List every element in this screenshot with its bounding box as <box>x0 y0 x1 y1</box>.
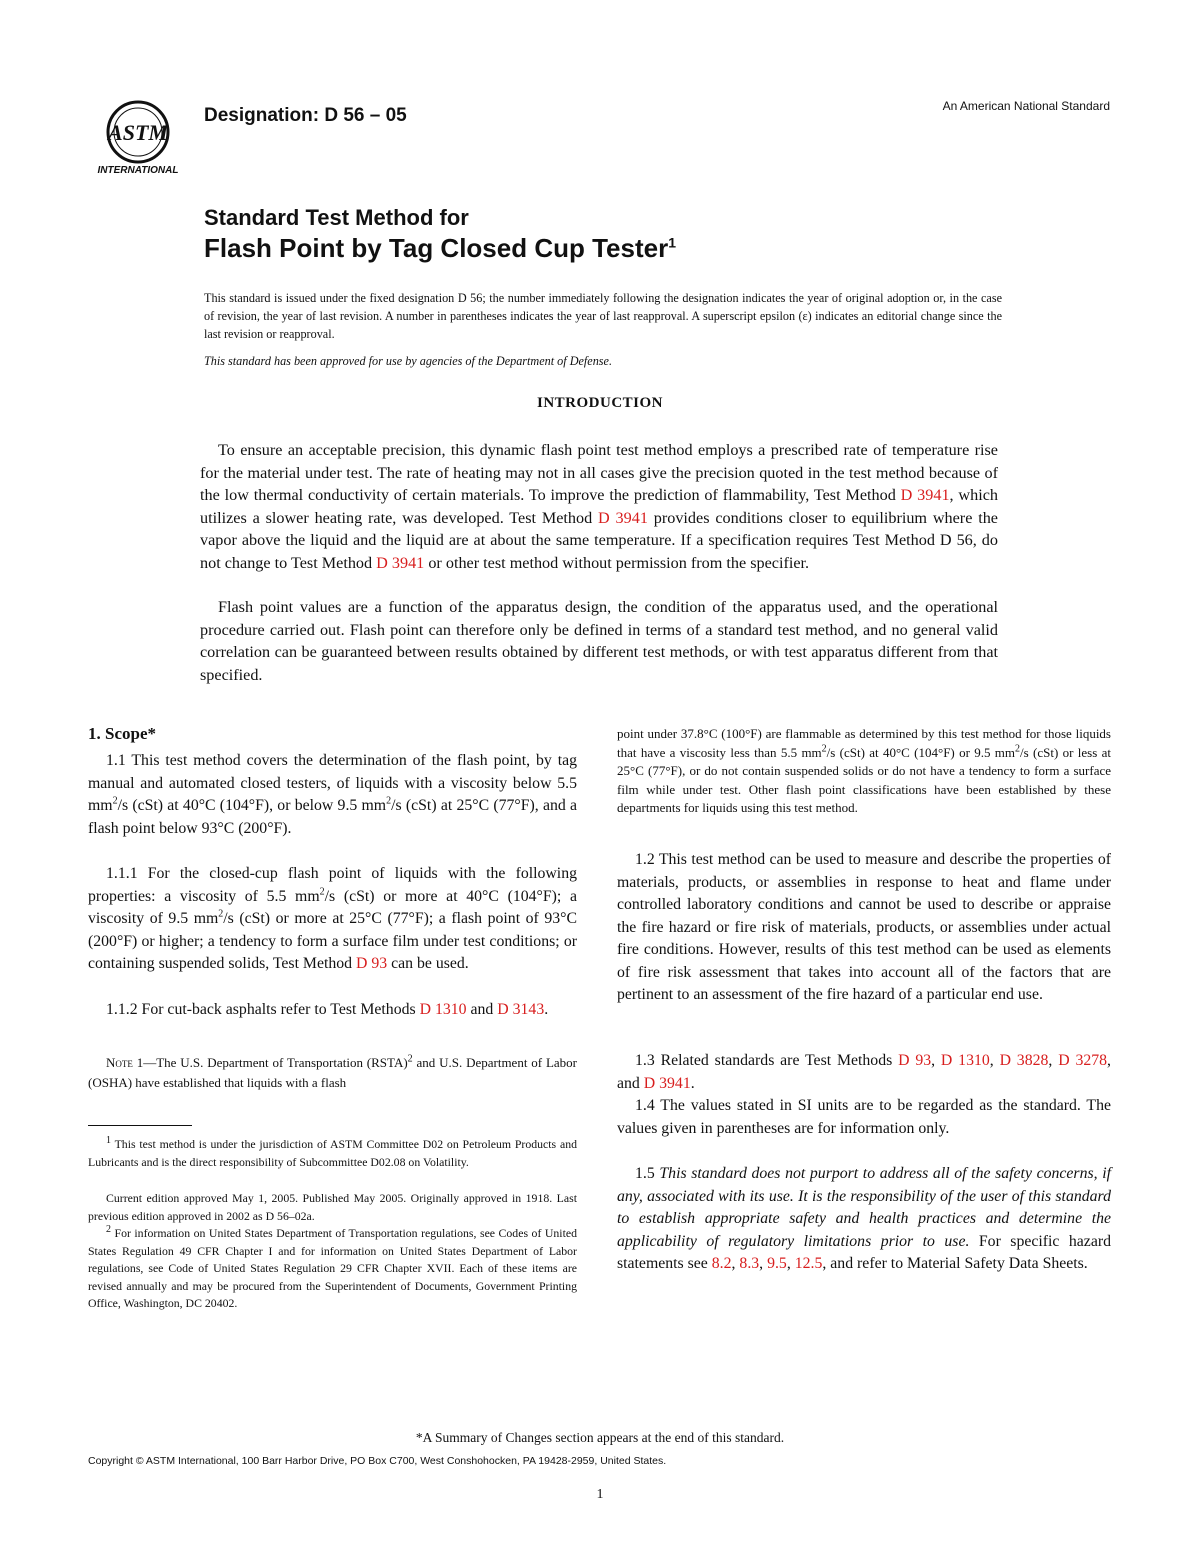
section-text: /s (cSt) or more at 40°C (104°F); a viscosity of 9.5 mm <box>88 887 577 927</box>
note-text: and U.S. Department of Labor (OSHA) have established that liquids with a flash <box>88 1055 577 1090</box>
link-8-3[interactable]: 8.3 <box>739 1255 760 1272</box>
section-1-1 <box>88 750 577 840</box>
link-9-5[interactable]: 9.5 <box>767 1255 787 1272</box>
link-d93[interactable]: D 93 <box>356 955 388 972</box>
summary-of-changes-note: *A Summary of Changes section appears at the end of this standard. <box>415 1430 785 1445</box>
safety-statement: This standard does not purport to address all of the safety concerns, if any, associated with its use. It is the responsibility of the user of this standard to establish appropriate safety and health practices and determine the applicability of regulatory limitations prior to use. <box>617 1165 1111 1250</box>
footnote-1-edition: Current edition approved May 1, 2005. Published May 2005. Originally approved in 1918. Last previous edition approved in 2002 as D 56–02a. <box>88 1191 577 1223</box>
section-text: 1.1.2 For cut-back asphalts refer to Test Methods <box>106 1001 420 1018</box>
link-d1310[interactable]: D 1310 <box>940 1052 990 1069</box>
link-d3941[interactable]: D 3941 <box>643 1074 691 1092</box>
footnote-mark-2[interactable]: 2 <box>407 1053 413 1065</box>
introduction-heading: INTRODUCTION <box>536 395 663 411</box>
superscript: 2 <box>112 795 118 807</box>
section-text: , and refer to Material Safety Data Sheets. <box>822 1255 1088 1272</box>
separator: , <box>1048 1052 1059 1069</box>
link-d3143[interactable]: D 3143 <box>497 1001 545 1018</box>
intro-text: or other test method without permission from the specifier. <box>424 553 810 572</box>
separator: , <box>759 1255 768 1272</box>
note-text: point under 37.8°C (100°F) are flammable as determined by this test method for those liquids that have a viscosity less than 5.5 mm <box>617 726 1111 760</box>
separator: , <box>731 1255 740 1272</box>
note-1 <box>88 1053 577 1093</box>
section-1-2: 1.2 This test method can be used to measure and describe the properties of materials, products, or assemblies in response to heat and flame under controlled laboratory conditions and cannot be used to describe or appraise the fire hazard or fire risk of materials, products, or assemblies under actual fire conditions. However, results of this test method can be used as elements of fire risk assessment that takes into account all of the factors that are pertinent to an assessment of the fire hazard of a particular end use. <box>617 851 1111 1003</box>
link-d3941[interactable]: D 3941 <box>598 508 648 527</box>
issued-note: This standard is issued under the fixed designation D 56; the number immediately following the designation indicates the year of original adoption or, in the case of revision, the year of last revision. A number in parentheses indicates the year of last reapproval. A superscript epsilon (ε) indicates an editorial change since the last revision or reapproval. <box>204 291 1002 341</box>
copyright-line: Copyright © ASTM International, 100 Barr Harbor Drive, PO Box C700, West Conshohocken, PA 19428-2959, United States. <box>88 1455 667 1467</box>
section-text: /s (cSt) at 25°C (77°F), and a flash point below 93°C (200°F). <box>88 797 577 837</box>
title-line2 <box>204 233 676 264</box>
separator: , <box>931 1052 941 1069</box>
section-1-3 <box>617 1050 1111 1095</box>
section-number: 1.5 <box>635 1165 660 1182</box>
separator: , <box>989 1052 1000 1069</box>
superscript: 2 <box>386 795 392 807</box>
footnote-marker: 1 <box>106 1135 111 1147</box>
link-d3941[interactable]: D 3941 <box>376 553 425 572</box>
title-line1: Standard Test Method for <box>204 205 469 230</box>
section-1-4: 1.4 The values stated in SI units are to be regarded as the standard. The values given in parentheses are for information only. <box>617 1097 1111 1137</box>
footnote-1 <box>88 1136 577 1171</box>
link-d3828[interactable]: D 3828 <box>999 1052 1049 1069</box>
footnote-text: For information on United States Department of Transportation regulations, see Codes of United States Regulation 49 CFR Chapter I and for information on United States Department of Labor regulations, see Code of United States Regulation 29 CFR Chapter XVII. Each of these items are revised annually and may be procured from the Superintendent of Documents, Government Printing Office, Washington, DC 20402. <box>88 1226 577 1310</box>
link-8-2[interactable]: 8.2 <box>711 1255 732 1272</box>
section-1-5 <box>617 1163 1111 1276</box>
section-text: 1.1.1 For the closed-cup flash point of liquids with the following properties: a viscosity of 5.5 mm <box>88 865 577 905</box>
section-1-1-2 <box>88 999 577 1022</box>
section-1-1-1 <box>88 863 577 976</box>
link-d3278[interactable]: D 3278 <box>1058 1052 1108 1069</box>
superscript: 2 <box>319 886 325 898</box>
title-line2-text: Flash Point by Tag Closed Cup Tester <box>204 233 669 263</box>
section-text: /s (cSt) or more at 25°C (77°F); a flash point of 93°C (200°F) or higher; a tendency to form a surface film under test conditions; or containing suspended solids, Test Method <box>88 910 577 972</box>
dod-note: This standard has been approved for use by agencies of the Department of Defense. <box>204 354 612 368</box>
designation: Designation: D 56 – 05 <box>204 105 407 126</box>
link-12-5[interactable]: 12.5 <box>794 1255 823 1272</box>
intro-text: provides conditions closer to equilibrium where the vapor above the liquid and the liquid are at about the same temperature. If a specification requires Test Method D 56, do not change to Test Method <box>200 508 998 572</box>
separator: , and <box>617 1052 1111 1092</box>
national-standard-label: An American National Standard <box>942 99 1110 113</box>
title-footnote-mark[interactable]: 1 <box>668 234 677 251</box>
scope-heading: 1. Scope* <box>88 724 156 743</box>
note-text: /s (cSt) or less at 25°C (77°F), or do not contain suspended solids or do not have a tendency to form a surface film while under test. Other flash point classifications have been established by these departments for liquids using this test method. <box>617 744 1112 816</box>
section-text: and <box>466 1001 498 1018</box>
footnote-divider <box>88 1125 192 1126</box>
logo-subtext: INTERNATIONAL <box>97 165 179 176</box>
section-text: . <box>544 1001 549 1018</box>
superscript: 2 <box>1015 743 1021 755</box>
section-text: /s (cSt) at 40°C (104°F), or below 9.5 mm <box>117 797 387 814</box>
note-label: Note <box>106 1055 133 1070</box>
footnote-text: This test method is under the jurisdiction of ASTM Committee D02 on Petroleum Products and Lubricants and is the direct responsibility of Subcommittee D02.08 on Volatility. <box>88 1137 577 1169</box>
note-text: —The U.S. Department of Transportation (RSTA) <box>143 1055 408 1070</box>
note-text: /s (cSt) at 40°C (104°F) or 9.5 mm <box>826 744 1016 760</box>
footnote-2 <box>88 1225 577 1313</box>
introduction-paragraph-1 <box>200 439 998 574</box>
note-number: 1 <box>132 1055 144 1070</box>
section-text: can be used. <box>387 955 469 972</box>
section-text: For specific hazard statements see <box>617 1232 1111 1272</box>
separator: . <box>690 1074 695 1092</box>
separator: , <box>786 1255 795 1272</box>
footnote-marker: 2 <box>106 1224 111 1236</box>
introduction-paragraph-2: Flash point values are a function of the apparatus design, the condition of the apparatus used, and the operational procedure carried out. Flash point can therefore only be defined in terms of a standard test method, and no general valid correlation can be guaranteed between results obtained by different test methods, or with test apparatus different from that specified. <box>200 598 998 684</box>
link-d93[interactable]: D 93 <box>898 1052 932 1069</box>
page-number: 1 <box>596 1487 604 1502</box>
link-d1310[interactable]: D 1310 <box>419 1001 467 1018</box>
note-1-continuation <box>617 725 1111 818</box>
intro-text: To ensure an acceptable precision, this dynamic flash point test method employs a prescribed rate of temperature rise for the material under test. The rate of heating may not in all cases give the precision quoted in the test method because of the low thermal conductivity of certain materials. To improve the prediction of flammability, Test Method <box>200 441 998 504</box>
superscript: 2 <box>821 743 827 755</box>
astm-logo <box>88 98 188 176</box>
section-text: 1.3 Related standards are Test Methods <box>635 1052 899 1069</box>
superscript: 2 <box>218 908 224 920</box>
link-d3941[interactable]: D 3941 <box>900 486 950 504</box>
intro-text: , which utilizes a slower heating rate, was developed. Test Method <box>200 486 998 527</box>
logo-text: ASTM <box>108 120 168 145</box>
section-text: 1.1 This test method covers the determination of the flash point, by tag manual and automated closed testers, of liquids with a viscosity below 5.5 mm <box>88 752 577 814</box>
